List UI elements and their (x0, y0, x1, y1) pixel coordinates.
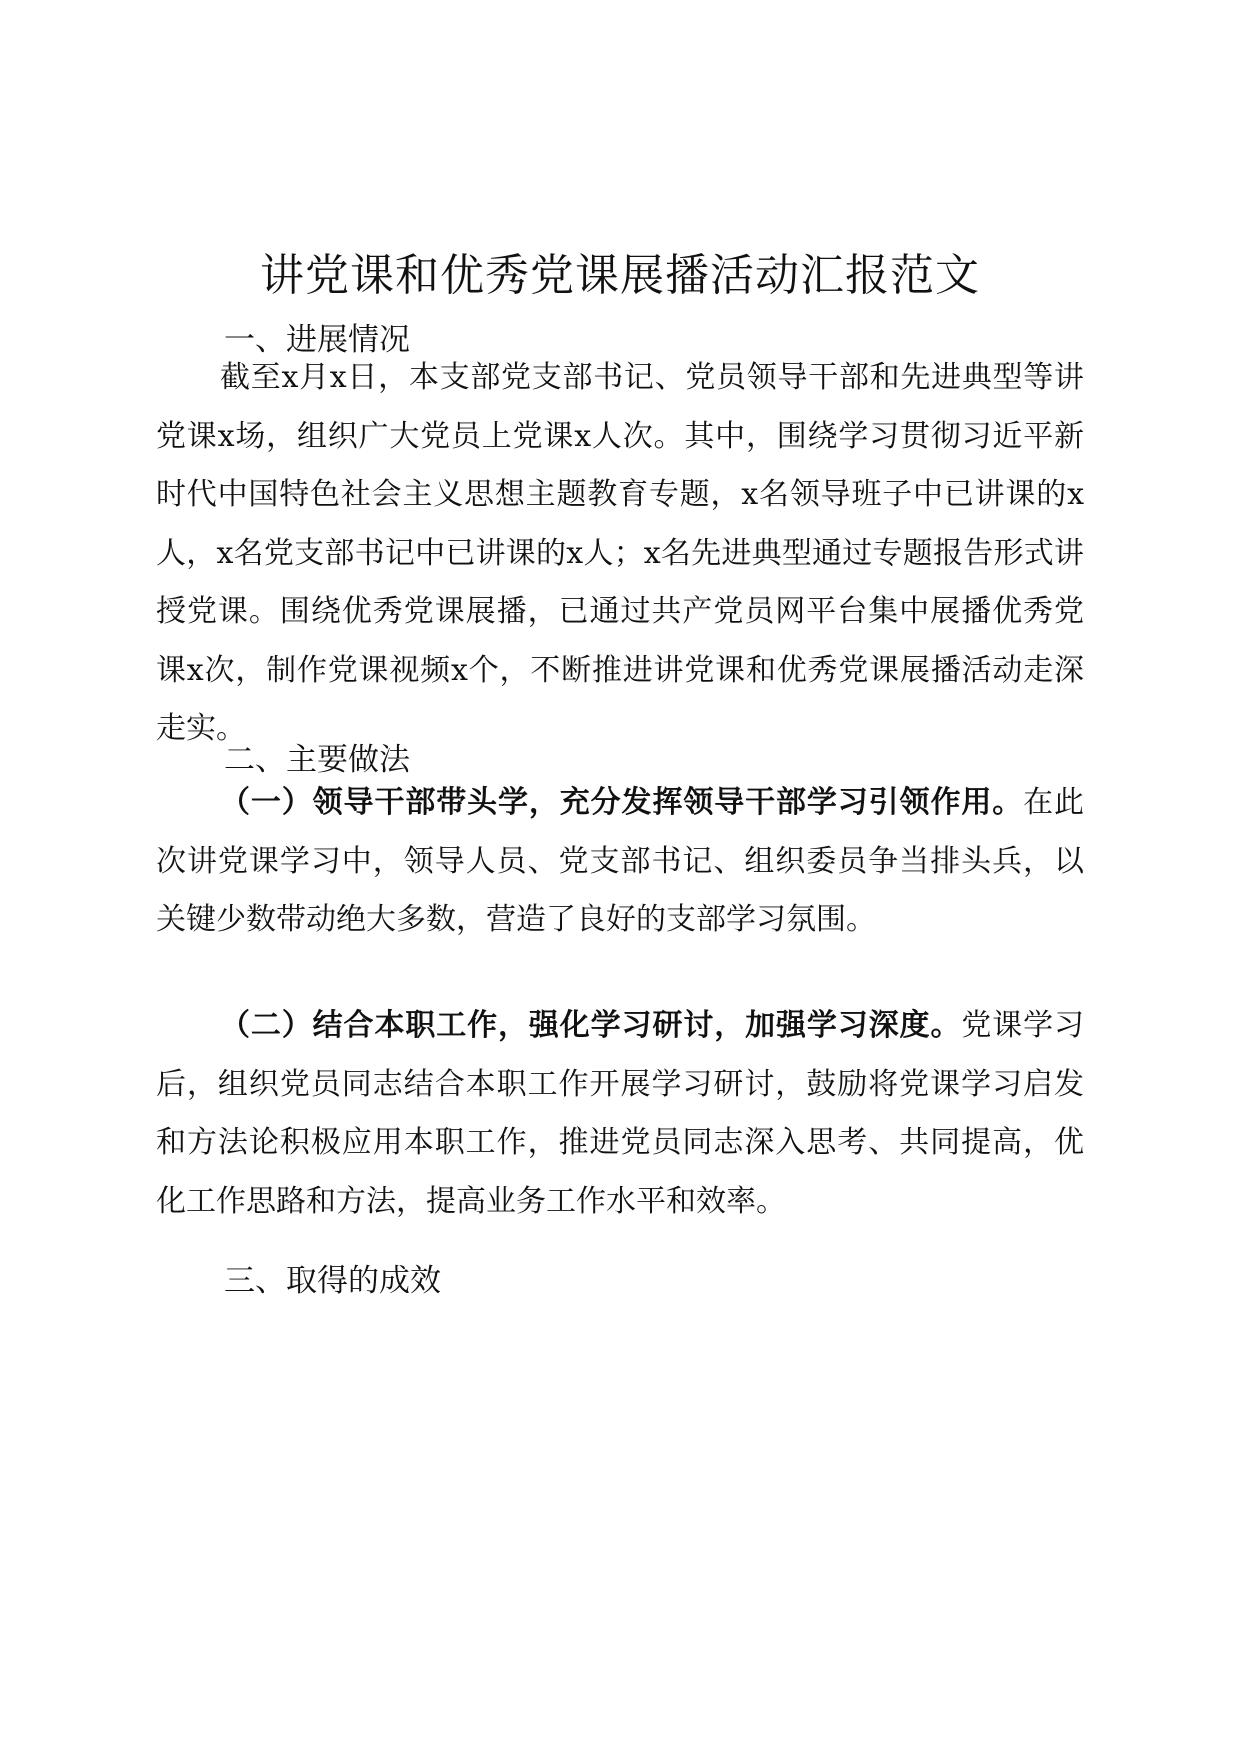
section-heading-results: 三、取得的成效 (224, 1263, 441, 1299)
section-heading-methods: 二、主要做法 (224, 742, 410, 778)
method-2-lead: （二）结合本职工作，强化学习研讨，加强学习深度。 (220, 1008, 962, 1043)
method-1-body: 在此次讲党课学习中，领导人员、党支部书记、组织委员争当排头兵，以关键少数带动绝大多数，营造了良好的支部学习氛围。 (156, 785, 1085, 937)
paragraph-progress: 截至x月x日，本支部党支部书记、党员领导干部和先进典型等讲党课x场，组织广大党员上党课x人次。其中，围绕学习贯彻习近平新时代中国特色社会主义思想主题教育专题，x名领导班子中已讲课的x人，x名党支部书记中已讲课的x人；x名先进典型通过专题报告形式讲授党课。围绕优秀党课展播，已通过共产党员网平台集中展播优秀党课x次，制作党课视频x个，不断推进讲党课和优秀党课展播活动走深走实。 (156, 360, 1084, 746)
section-heading-progress: 一、进展情况 (224, 322, 410, 358)
document-title: 讲党课和优秀党课展播活动汇报范文 (260, 250, 980, 301)
method-1-lead: （一）领导干部带头学，充分发挥领导干部学习引领作用。 (220, 785, 1024, 820)
paragraph-method-2 (156, 997, 1084, 1231)
method-2-body: 党课学习后，组织党员同志结合本职工作开展学习研讨，鼓励将党课学习启发和方法论积极应用本职工作，推进党员同志深入思考、共同提高，优化工作思路和方法，提高业务工作水平和效率。 (156, 1008, 1085, 1219)
paragraph-method-1 (156, 774, 1084, 950)
